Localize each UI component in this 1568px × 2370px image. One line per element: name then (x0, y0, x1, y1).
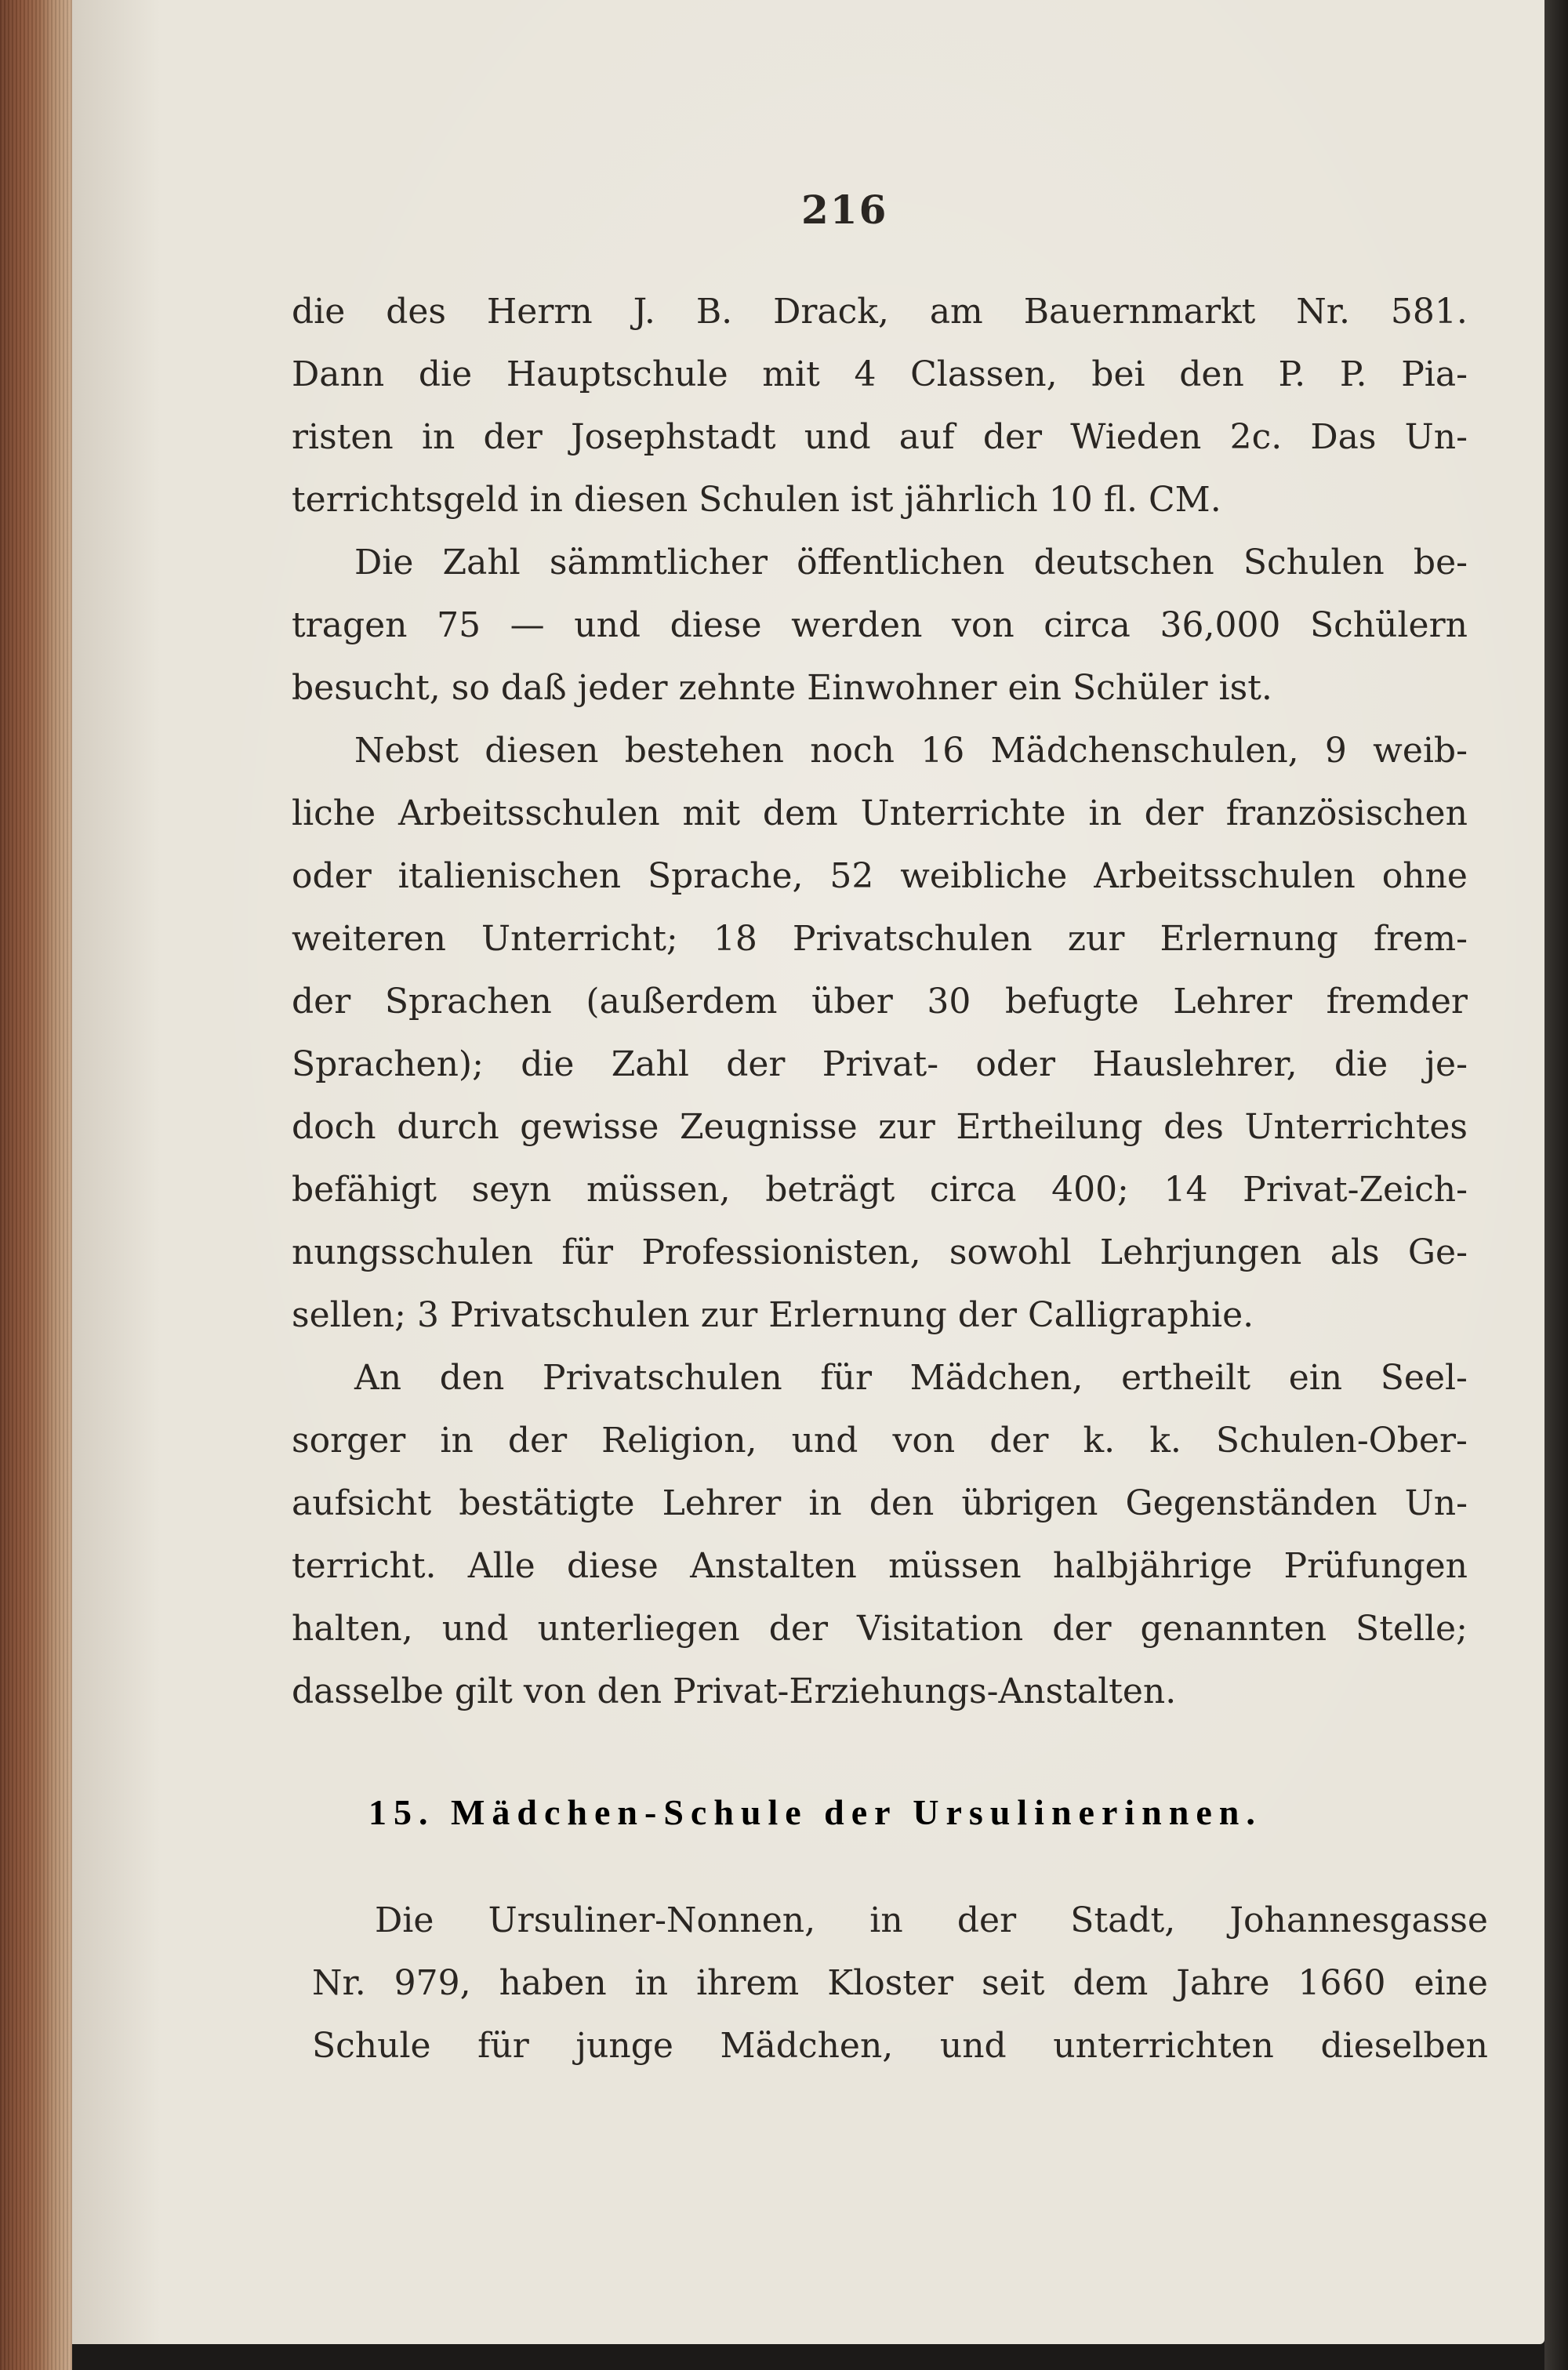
text-line: oder italienischen Sprache, 52 weibliche Arbeitsschulen ohne (292, 856, 1468, 896)
text-line: dasselbe gilt von den Privat-Erziehungs-Anstalten. (292, 1671, 1177, 1711)
text-line: sellen; 3 Privatschulen zur Erlernung der Calligraphie. (292, 1295, 1254, 1335)
text-line: risten in der Josephstadt und auf der Wieden 2c. Das Un- (292, 417, 1468, 457)
text-line: die des Herrn J. B. Drack, am Bauernmarkt Nr. 581. (292, 292, 1468, 332)
text-line: An den Privatschulen für Mädchen, ertheilt ein Seel- (354, 1358, 1468, 1398)
text-line: Nr. 979, haben in ihrem Kloster seit dem Jahre 1660 eine (312, 1963, 1488, 2003)
book-page (72, 0, 1544, 2344)
text-line: Schule für junge Mädchen, und unterrichten dieselben (312, 2026, 1488, 2066)
text-line: terricht. Alle diese Anstalten müssen halbjährige Prüfungen (292, 1546, 1468, 1586)
text-line: besucht, so daß jeder zehnte Einwohner ein Schüler ist. (292, 668, 1272, 708)
text-line: halten, und unterliegen der Visitation der genannten Stelle; (292, 1609, 1468, 1649)
text-line: sorger in der Religion, und von der k. k. Schulen-Ober- (292, 1421, 1468, 1461)
text-line: Sprachen); die Zahl der Privat- oder Hauslehrer, die je- (292, 1044, 1468, 1084)
text-line: der Sprachen (außerdem über 30 befugte Lehrer fremder (292, 982, 1468, 1022)
text-line: tragen 75 — und diese werden von circa 36,000 Schülern (292, 605, 1468, 645)
text-line: Dann die Hauptschule mit 4 Classen, bei den P. P. Pia- (292, 354, 1468, 394)
text-line: Die Ursuliner-Nonnen, in der Stadt, Johannesgasse (375, 1900, 1488, 1940)
text-line: doch durch gewisse Zeugnisse zur Ertheilung des Unterrichtes (292, 1107, 1468, 1147)
text-line: terrichtsgeld in diesen Schulen ist jährlich 10 fl. CM. (292, 480, 1221, 520)
text-line: befähigt seyn müssen, beträgt circa 400; 14 Privat-Zeich- (292, 1170, 1468, 1210)
text-line: aufsicht bestätigte Lehrer in den übrigen Gegenständen Un- (292, 1483, 1468, 1523)
text-line: weiteren Unterricht; 18 Privatschulen zur Erlernung frem- (292, 919, 1468, 959)
page-number: 216 (801, 187, 888, 233)
text-line: nungsschulen für Professionisten, sowohl Lehrjungen als Ge- (292, 1232, 1468, 1272)
text-line: Nebst diesen bestehen noch 16 Mädchenschulen, 9 weib- (354, 731, 1468, 771)
section-heading: 15. Mädchen-Schule der Ursulinerinnen. (368, 1792, 1262, 1832)
book-page-edges (0, 0, 72, 2370)
text-line: liche Arbeitsschulen mit dem Unterrichte in der französischen (292, 793, 1468, 833)
book-cover-edge (1544, 0, 1568, 2370)
text-line: Die Zahl sämmtlicher öffentlichen deutschen Schulen be- (354, 543, 1468, 583)
